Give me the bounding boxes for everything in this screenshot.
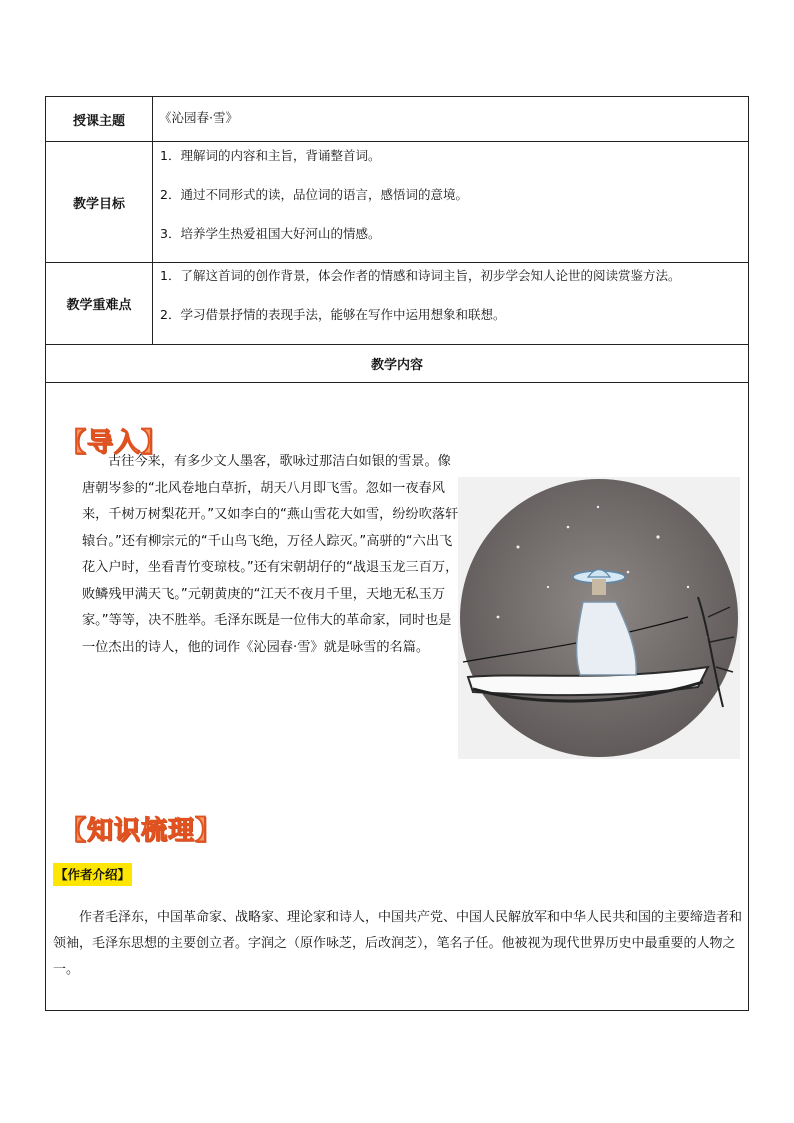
key-points-row xyxy=(46,263,748,345)
intro-banner: 【导入】 xyxy=(60,428,169,458)
goal-item: 3．培养学生热爱祖国大好河山的情感。 xyxy=(160,226,381,241)
goals-row xyxy=(46,142,748,263)
goals-label: 教学目标 xyxy=(46,142,153,262)
intro-text-block xyxy=(82,449,462,661)
author-tag: 【作者介绍】 xyxy=(53,863,132,886)
content-title-row xyxy=(46,345,748,383)
key-points-label: 教学重难点 xyxy=(46,263,153,344)
key-point-item: 1．了解这首词的创作背景，体会作者的情感和诗词主旨，初步学会知人论世的阅读赏鉴方法。 xyxy=(160,268,681,283)
knowledge-banner: 【知识梳理】 xyxy=(60,816,223,846)
topic-row xyxy=(46,97,748,142)
author-text-block xyxy=(53,905,743,983)
intro-paragraph: 古往今来，有多少文人墨客，歌咏过那洁白如银的雪景。像唐朝岑参的“北风卷地白草折，胡天八月即飞雪。忽如一夜春风来，千树万树梨花开。”又如李白的“燕山雪花大如雪，纷纷吹落轩辕台。”还有柳宗元的“千山鸟飞绝，万径人踪灭。”高骈的“六出飞花入户时，坐看青竹变琼枝。”还有宋朝胡仔的“战退玉龙三百万，败鳞残甲满天飞。”元朝黄庚的“江天不夜月千里，天地无私玉万家。”等等，决不胜举。毛泽东既是一位伟大的革命家，同时也是一位杰出的诗人，他的词作《沁园春·雪》就是咏雪的名篇。 xyxy=(82,454,459,655)
topic-value: 《沁园春·雪》 xyxy=(159,110,238,125)
key-point-item: 2．学习借景抒情的表现手法，能够在写作中运用想象和联想。 xyxy=(160,307,506,322)
content-title: 教学内容 xyxy=(370,358,423,373)
goal-item: 1．理解词的内容和主旨，背诵整首词。 xyxy=(160,148,381,163)
topic-label: 授课主题 xyxy=(46,97,153,141)
goal-item: 2．通过不同形式的读，品位词的语言，感悟词的意境。 xyxy=(160,187,468,202)
snow-fishing-illustration xyxy=(458,477,740,759)
lesson-plan-table xyxy=(45,96,749,1011)
author-paragraph: 作者毛泽东，中国革命家、战略家、理论家和诗人，中国共产党、中国人民解放军和中华人民共和国的主要缔造者和领袖，毛泽东思想的主要创立者。字润之（原作咏芝，后改润芝），笔名子任。他被视为现代世界历史中最重要的人物之一。 xyxy=(53,910,743,977)
